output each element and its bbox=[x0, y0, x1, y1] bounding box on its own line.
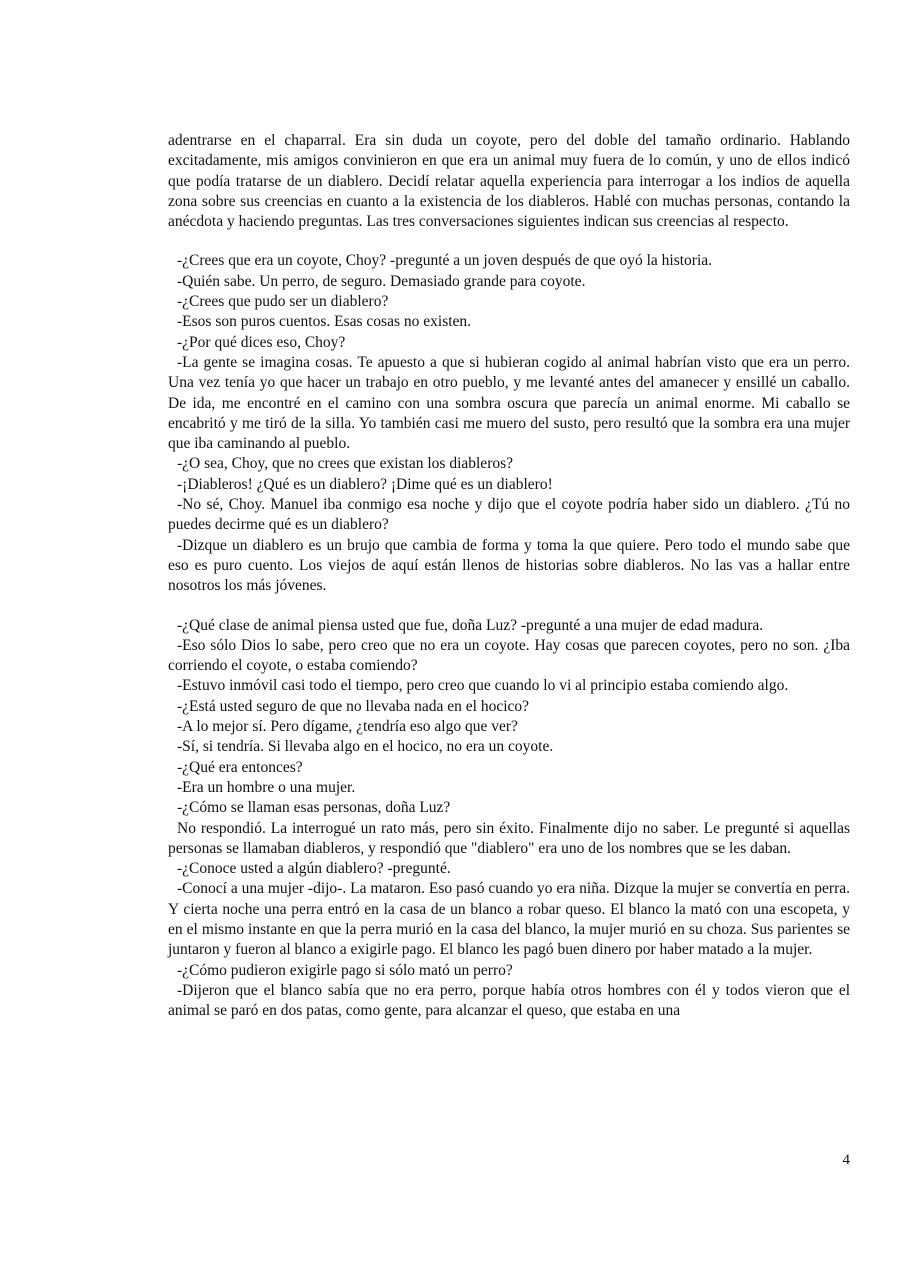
dialogue-line: -¿O sea, Choy, que no crees que existan los diableros? bbox=[177, 455, 514, 473]
dialogue-line: -¿Por qué dices eso, Choy? bbox=[177, 333, 346, 351]
dialogue-line: -¿Conoce usted a algún diablero? -pregunté. bbox=[177, 860, 451, 878]
dialogue-line: -No sé, Choy. Manuel iba conmigo esa noche y dijo que el coyote podría haber sido un diablero. ¿Tú no puedes decirme qué es un diablero? bbox=[168, 496, 850, 534]
dialogue-line: -¿Está usted seguro de que no llevaba nada en el hocico? bbox=[177, 697, 530, 715]
dialogue-line: -Quién sabe. Un perro, de seguro. Demasiado grande para coyote. bbox=[177, 272, 586, 290]
dialogue-line: -¿Qué clase de animal piensa usted que fue, doña Luz? -pregunté a una mujer de edad madura. bbox=[177, 616, 764, 634]
dialogue-line: -Eso sólo Dios lo sabe, pero creo que no era un coyote. Hay cosas que parecen coyotes, pero no son. ¿Iba corriendo el coyote, o estaba comiendo? bbox=[168, 636, 850, 675]
conversation-1 bbox=[168, 251, 850, 596]
intro-paragraph: adentrarse en el chaparral. Era sin duda un coyote, pero del doble del tamaño ordinario. Hablando excitadamente, mis amigos convinieron en que era un animal muy fuera de lo común, y uno de ellos indicó que podía tratarse de un diablero. Decidí relatar aquella experiencia para interrogar a los indios de aquella zona sobre sus creencias en cuanto a la existencia de los diableros. Hablé con muchas personas, contando la anécdota y haciendo preguntas. Las tres conversaciones siguientes indican sus creencias al respecto. bbox=[168, 132, 850, 231]
dialogue-line: -¿Cómo se llaman esas personas, doña Luz? bbox=[177, 799, 451, 817]
body-text bbox=[168, 131, 850, 1021]
page-number: 4 bbox=[842, 1152, 850, 1168]
dialogue-line: -¿Cómo pudieron exigirle pago si sólo mató un perro? bbox=[177, 961, 513, 979]
dialogue-line: -Dizque un diablero es un brujo que cambia de forma y toma la que quiere. Pero todo el mundo sabe que eso es puro cuento. Los viejos de aquí están llenos de historias sobre diableros. No las vas a hallar entre nosotros los más jóvenes. bbox=[168, 536, 850, 595]
dialogue-line: -Era un hombre o una mujer. bbox=[177, 778, 356, 796]
narration-paragraph: No respondió. La interrogué un rato más, pero sin éxito. Finalmente dijo no saber. Le pregunté si aquellas personas se llamaban diableros, y respondió que "diablero" era uno de los nombres que se les daban. bbox=[168, 819, 850, 857]
conversation-2 bbox=[168, 616, 850, 1022]
dialogue-line: -¿Qué era entonces? bbox=[177, 758, 303, 776]
dialogue-line: -¿Crees que pudo ser un diablero? bbox=[177, 293, 389, 311]
section-gap bbox=[168, 232, 850, 251]
dialogue-line: -¡Diableros! ¿Qué es un diablero? ¡Dime qué es un diablero! bbox=[177, 475, 553, 493]
dialogue-line: -Esos son puros cuentos. Esas cosas no existen. bbox=[177, 313, 472, 331]
dialogue-line: -La gente se imagina cosas. Te apuesto a que si hubieran cogido al animal habrían visto que era un perro. Una vez tenía yo que hacer un trabajo en otro pueblo, y me levanté antes del amanecer y ensillé un caballo. De ida, me encontré en el camino con una sombra oscura que parecía un animal enorme. Mi caballo se encabritó y me tiró de la silla. Yo también casi me muero del susto, pero resultó que la sombra era una mujer que iba caminando al pueblo. bbox=[168, 353, 850, 453]
dialogue-line: -Conocí a una mujer -dijo-. La mataron. Eso pasó cuando yo era niña. Dizque la mujer se convertía en perra. Y cierta noche una perra entró en la casa de un blanco a robar queso. El blanco la mató con una escopeta, y en el mismo instante en que la perra murió en la casa del blanco, la mujer murió en su choza. Sus parientes se juntaron y fueron al blanco a exigirle pago. El blanco les pagó buen dinero por haber matado a la mujer. bbox=[168, 880, 850, 959]
dialogue-line: -A lo mejor sí. Pero dígame, ¿tendría eso algo que ver? bbox=[177, 718, 518, 736]
dialogue-line: -Estuvo inmóvil casi todo el tiempo, pero creo que cuando lo vi al principio estaba comiendo algo. bbox=[177, 677, 789, 695]
dialogue-line: -Dijeron que el blanco sabía que no era perro, porque había otros hombres con él y todos vieron que el animal se paró en dos patas, como gente, para alcanzar el queso, que estaba en una bbox=[168, 981, 850, 1020]
section-gap bbox=[168, 597, 850, 616]
dialogue-line: -Sí, si tendría. Si llevaba algo en el hocico, no era un coyote. bbox=[177, 738, 554, 756]
dialogue-line: -¿Crees que era un coyote, Choy? -pregunté a un joven después de que oyó la historia. bbox=[177, 252, 713, 270]
